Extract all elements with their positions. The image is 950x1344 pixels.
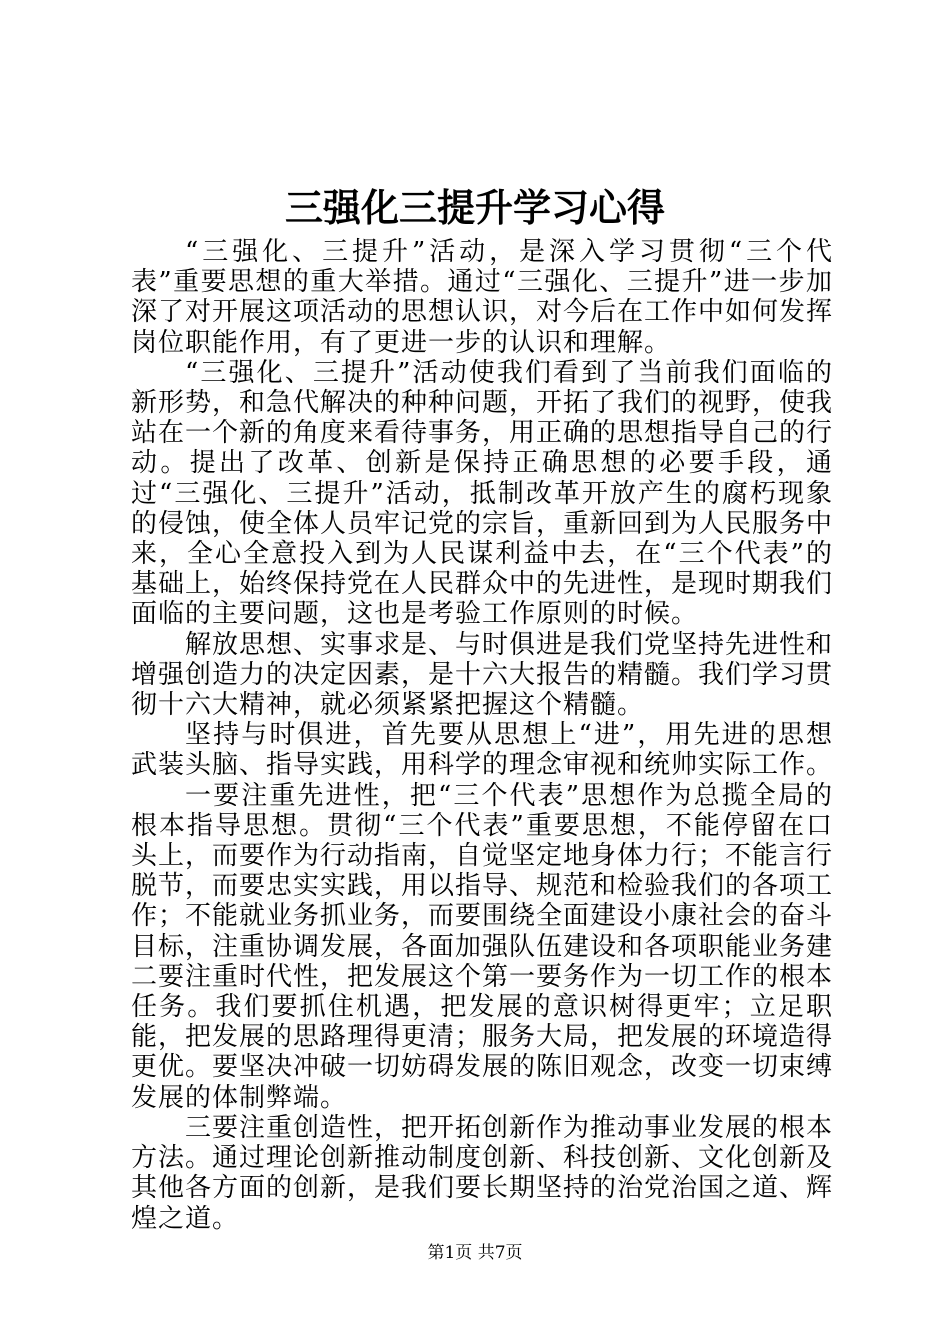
page-footer: 第1页 共7页 (427, 1243, 523, 1263)
paragraph: “三强化、三提升”活动，是深入学习贯彻“三个代表”重要思想的重大举措。通过“三强化、三提升”进一步加深了对开展这项活动的思想认识，对今后在工作中如何发挥岗位职能作用，有了更进一步的认识和理解。 (131, 237, 834, 358)
paragraph: 一要注重先进性，把“三个代表”思想作为总揽全局的根本指导思想。贯彻“三个代表”重要思想，不能停留在口头上，而要作为行动指南，自觉坚定地身体力行；不能言行脱节，而要忠实实践，用以指导、规范和检验我们的各项工作；不能就业务抓业务，而要围绕全面建设小康社会的奋斗目标，注重协调发展，各面加强队伍建设和各项职能业务建二要注重时代性，把发展这个第一要务作为一切工作的根本任务。我们要抓住机遇，把发展的意识树得更牢；立足职能，把发展的思路理得更清；服务大局，把发展的环境造得更优。要坚决冲破一切妨碍发展的陈旧观念，改变一切束缚发展的体制弊端。 (131, 780, 834, 1113)
paragraph: 三要注重创造性，把开拓创新作为推动事业发展的根本方法。通过理论创新推动制度创新、科技创新、文化创新及其他各方面的创新，是我们要长期坚持的治党治国之道、辉煌之道。 (131, 1112, 834, 1234)
paragraph: 坚持与时俱进，首先要从思想上“进”，用先进的思想武装头脑、指导实践，用科学的理念审视和统帅实际工作。 (131, 720, 834, 781)
paragraph: 解放思想、实事求是、与时俱进是我们党坚持先进性和增强创造力的决定因素，是十六大报告的精髓。我们学习贯彻十六大精神，就必须紧紧把握这个精髓。 (131, 629, 834, 721)
document-body (131, 237, 833, 1234)
paragraph: “三强化、三提升”活动使我们看到了当前我们面临的新形势，和急代解决的种种问题，开拓了我们的视野，使我站在一个新的角度来看待事务，用正确的思想指导自己的行动。提出了改革、创新是保持正确思想的必要手段，通过“三强化、三提升”活动，抵制改革开放产生的腐朽现象的侵蚀，使全体人员牢记党的宗旨，重新回到为人民服务中来，全心全意投入到为人民谋利益中去，在“三个代表”的基础上，始终保持党在人民群众中的先进性，是现时期我们面临的主要问题，这也是考验工作原则的时候。 (131, 357, 834, 630)
document-title: 三强化三提升学习心得 (284, 185, 665, 230)
